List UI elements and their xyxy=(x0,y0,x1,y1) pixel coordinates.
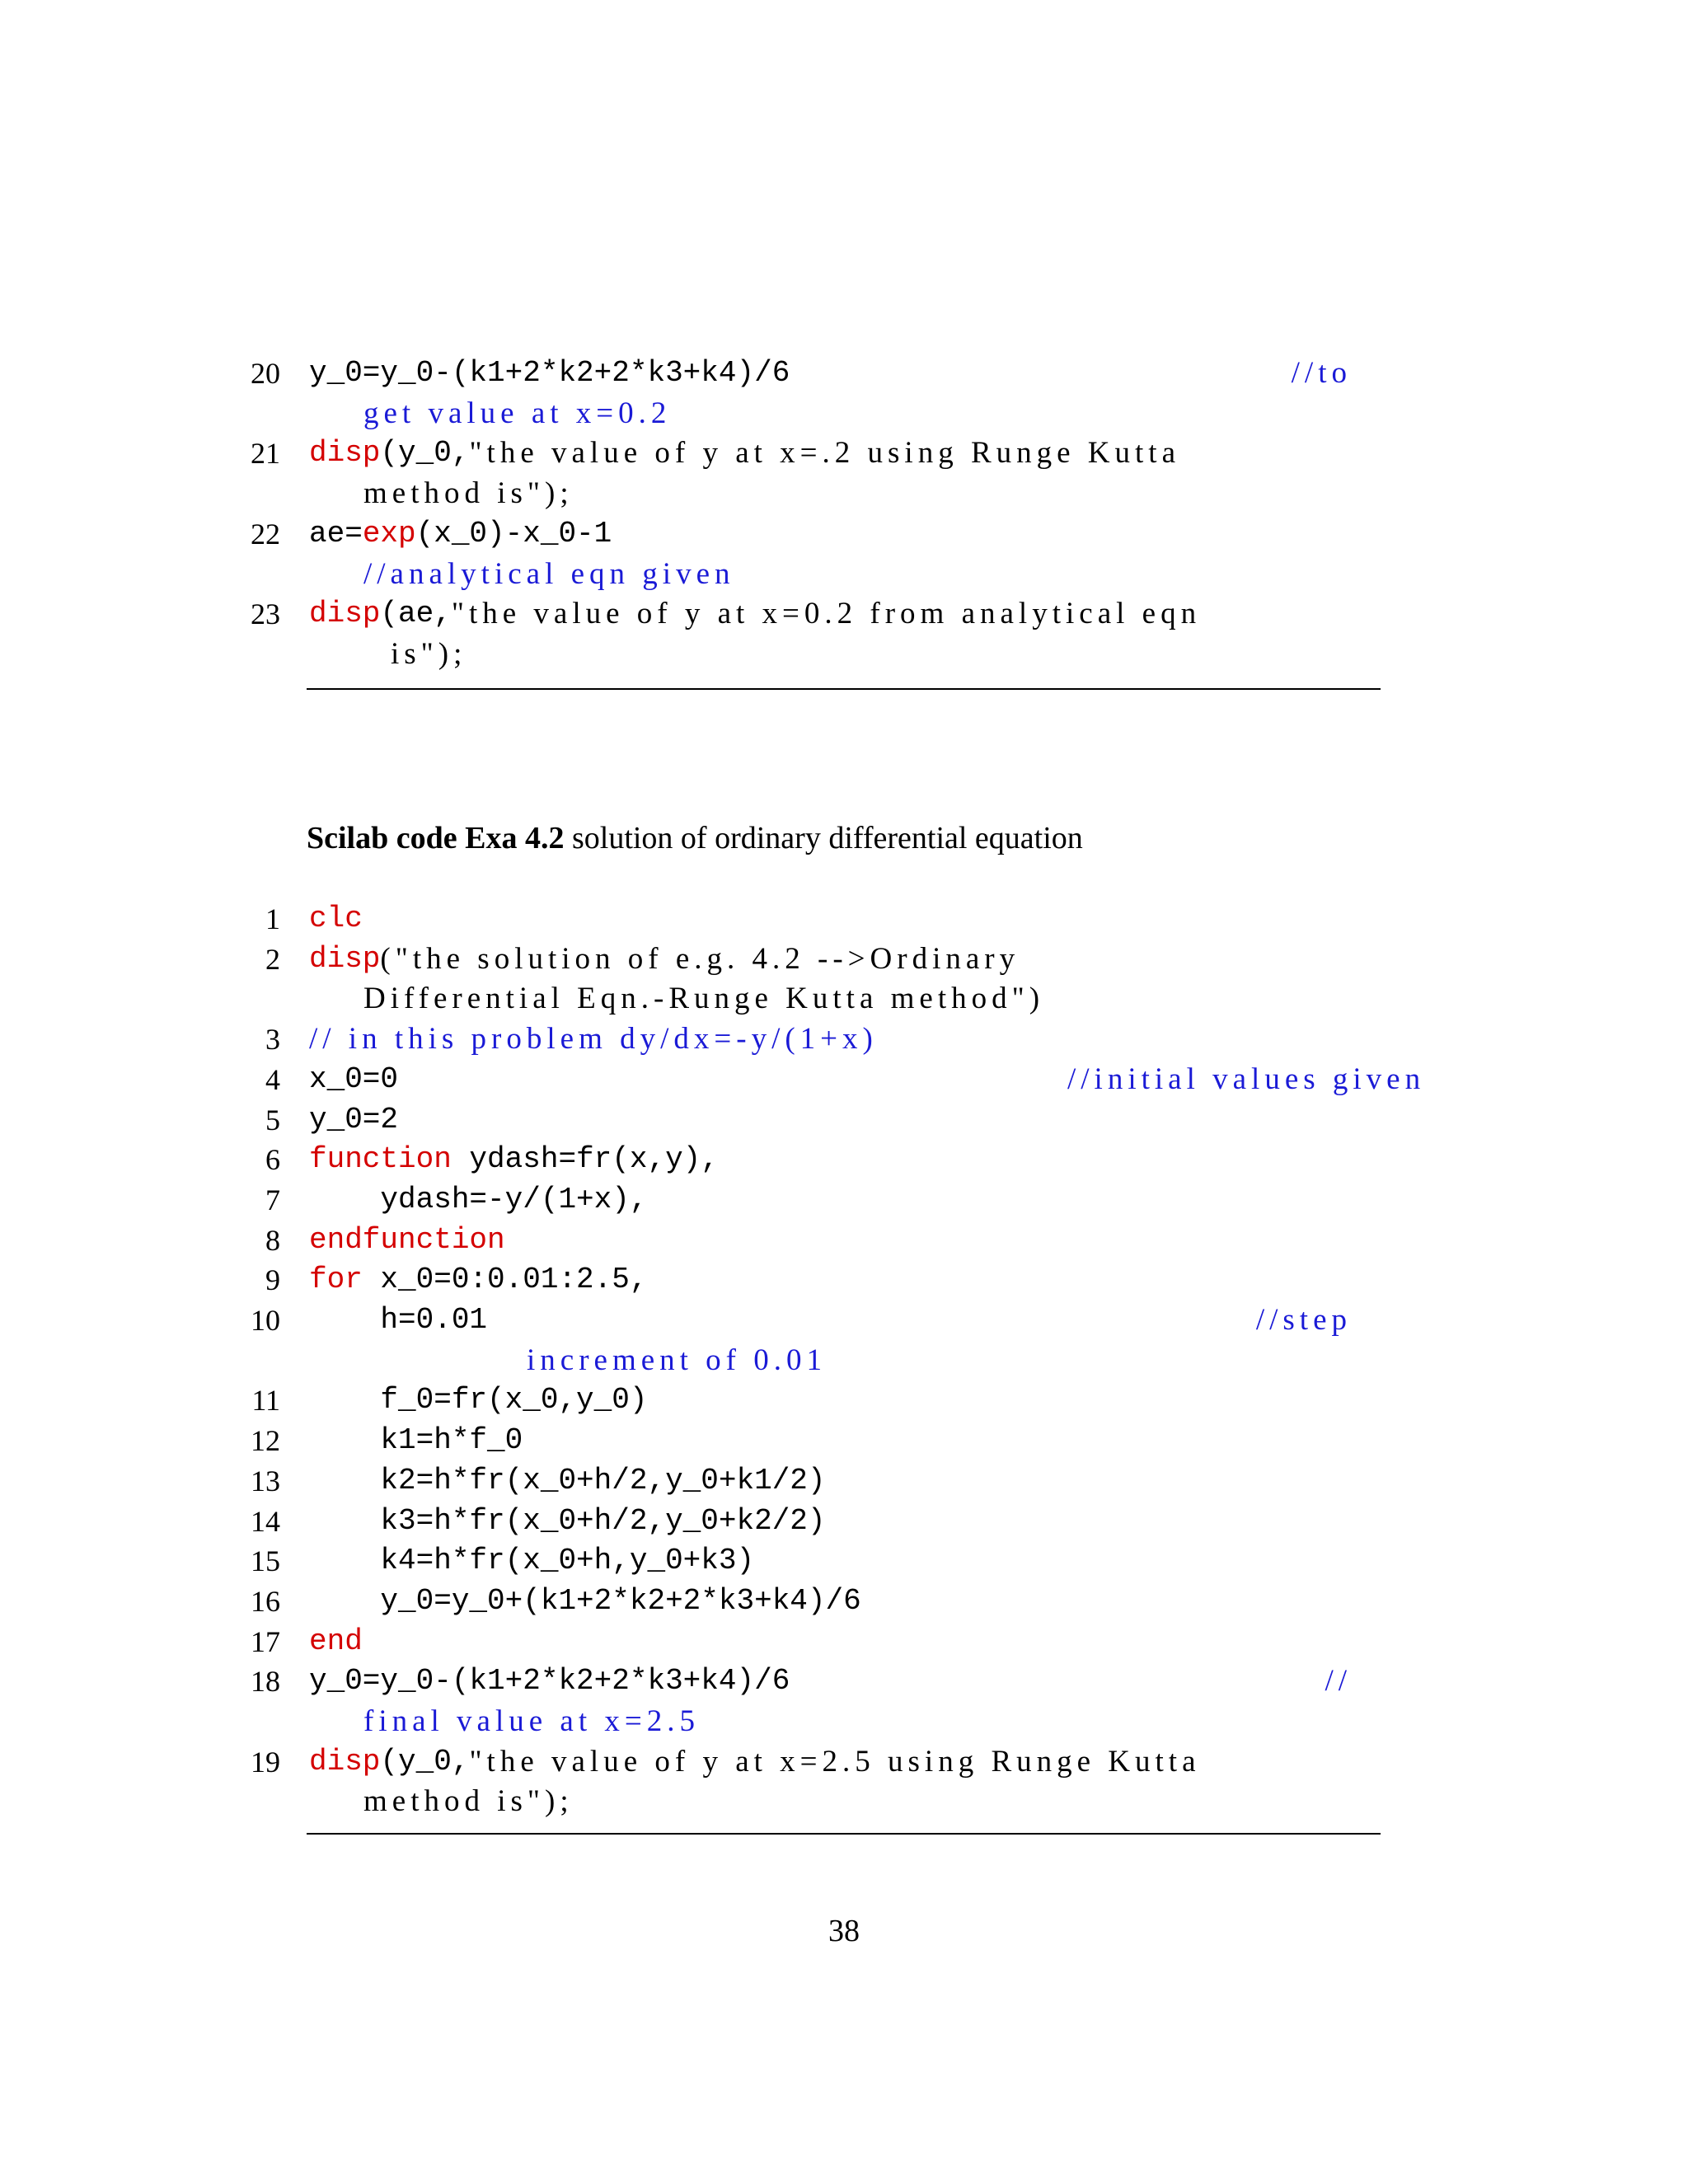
code-line xyxy=(0,1581,1688,1622)
code-line xyxy=(0,1501,1688,1542)
code-text: k2=h*fr(x_0+h/2,y_0+k1/2) xyxy=(309,1463,826,1497)
code-string: is"); xyxy=(391,636,467,671)
line-number: 5 xyxy=(265,1103,280,1137)
line-number: 23 xyxy=(251,598,280,631)
code-keyword: end xyxy=(309,1624,363,1658)
code-comment: //step xyxy=(1255,1303,1352,1337)
line-number: 7 xyxy=(265,1183,280,1216)
code-line xyxy=(0,433,1688,474)
line-number: 17 xyxy=(251,1624,280,1658)
code-line xyxy=(0,554,1688,595)
code-line xyxy=(0,1661,1688,1702)
code-comment: //to xyxy=(1291,356,1352,390)
code-line xyxy=(0,1099,1688,1141)
code-comment: // xyxy=(1325,1664,1352,1699)
code-text: k3=h*fr(x_0+h/2,y_0+k2/2) xyxy=(309,1503,826,1538)
line-number: 13 xyxy=(251,1464,280,1497)
code-line xyxy=(0,473,1688,514)
code-line xyxy=(0,1741,1688,1783)
code-text: (y_0, xyxy=(380,1744,470,1779)
line-number: 1 xyxy=(265,902,280,935)
code-string: "the value of y at x=0.2 from analytical eqn xyxy=(451,597,1202,631)
code-keyword: disp xyxy=(309,941,381,976)
code-keyword: disp xyxy=(309,1744,381,1779)
line-number: 15 xyxy=(251,1544,280,1578)
code-line xyxy=(0,1300,1688,1341)
line-number: 6 xyxy=(265,1143,280,1177)
code-text: x_0=0 xyxy=(309,1062,399,1096)
code-string: ("the solution of e.g. 4.2 -->Ordinary xyxy=(380,941,1020,976)
line-number: 21 xyxy=(251,437,280,471)
code-string: method is"); xyxy=(363,1784,574,1819)
code-comment: //initial values given xyxy=(1067,1062,1426,1096)
code-line xyxy=(0,939,1688,980)
code-line xyxy=(0,1701,1688,1742)
code-block-2-rule xyxy=(307,1833,1381,1835)
code-text: h=0.01 xyxy=(309,1303,488,1337)
code-comment: // in this problem dy/dx=-y/(1+x) xyxy=(309,1022,878,1057)
line-number: 4 xyxy=(265,1062,280,1096)
line-number: 3 xyxy=(265,1023,280,1057)
code-string: Differential Eqn.-Runge Kutta method") xyxy=(363,982,1045,1016)
line-number: 14 xyxy=(251,1504,280,1538)
caption-text: solution of ordinary differential equation xyxy=(571,821,1083,855)
code-text: ydash=-y/(1+x), xyxy=(309,1182,648,1216)
code-text: k1=h*f_0 xyxy=(309,1423,523,1458)
code-text: (y_0, xyxy=(380,436,470,471)
line-number: 9 xyxy=(265,1263,280,1297)
line-number: 8 xyxy=(265,1223,280,1257)
code-comment: get value at x=0.2 xyxy=(363,396,672,430)
code-text: f_0=fr(x_0,y_0) xyxy=(309,1383,648,1418)
line-number: 19 xyxy=(251,1745,280,1779)
code-text: y_0=y_0-(k1+2*k2+2*k3+k4)/6 xyxy=(309,356,790,390)
code-line xyxy=(0,1420,1688,1461)
code-comment: final value at x=2.5 xyxy=(363,1704,700,1738)
code-text: y_0=y_0-(k1+2*k2+2*k3+k4)/6 xyxy=(309,1664,790,1699)
code-comment: increment of 0.01 xyxy=(527,1343,827,1377)
code-line xyxy=(0,1621,1688,1662)
code-line xyxy=(0,1460,1688,1502)
page-number: 38 xyxy=(828,1914,860,1948)
code-text: y_0=y_0+(k1+2*k2+2*k3+k4)/6 xyxy=(309,1583,861,1618)
caption-label: Scilab code Exa 4.2 xyxy=(307,821,565,855)
code-keyword: clc xyxy=(309,902,363,935)
code-string: "the value of y at x=2.5 using Runge Kutta xyxy=(469,1744,1201,1779)
code-caption xyxy=(307,813,1083,863)
code-keyword: disp xyxy=(309,597,381,631)
code-keyword: exp xyxy=(362,516,416,551)
code-line xyxy=(0,1220,1688,1261)
code-text: ydash=fr(x,y), xyxy=(451,1142,719,1177)
line-number: 22 xyxy=(251,517,280,551)
code-line xyxy=(0,1380,1688,1421)
code-line xyxy=(0,1179,1688,1221)
code-text: ae= xyxy=(309,516,363,551)
code-line xyxy=(0,1340,1688,1381)
code-line xyxy=(0,1540,1688,1582)
code-line xyxy=(0,513,1688,555)
code-string: method is"); xyxy=(363,476,574,511)
code-keyword: endfunction xyxy=(309,1222,505,1257)
line-number: 11 xyxy=(251,1384,280,1418)
code-line xyxy=(0,1781,1688,1822)
code-line xyxy=(0,898,1688,940)
code-keyword: function xyxy=(309,1142,452,1177)
line-number: 16 xyxy=(251,1584,280,1618)
code-string: "the value of y at x=.2 using Runge Kutta xyxy=(469,436,1181,471)
line-number: 2 xyxy=(265,942,280,976)
line-number: 12 xyxy=(251,1424,280,1458)
line-number: 20 xyxy=(251,357,280,390)
code-line xyxy=(0,393,1688,434)
code-line xyxy=(0,353,1688,394)
line-number: 10 xyxy=(251,1304,280,1337)
code-text: k4=h*fr(x_0+h,y_0+k3) xyxy=(309,1544,755,1578)
code-line xyxy=(0,634,1688,675)
line-number: 18 xyxy=(251,1665,280,1699)
code-line xyxy=(0,1059,1688,1100)
code-text: x_0=0:0.01:2.5, xyxy=(362,1263,648,1297)
code-line xyxy=(0,1259,1688,1301)
code-keyword: disp xyxy=(309,436,381,471)
code-line xyxy=(0,593,1688,635)
code-line xyxy=(0,1139,1688,1180)
code-line xyxy=(0,1019,1688,1060)
code-text: y_0=2 xyxy=(309,1102,399,1137)
code-text: (ae, xyxy=(380,597,452,631)
code-keyword: for xyxy=(309,1263,363,1297)
code-block-1-rule xyxy=(307,688,1381,690)
code-comment: //analytical eqn given xyxy=(363,556,735,591)
code-text: (x_0)-x_0-1 xyxy=(415,516,612,551)
code-line xyxy=(0,978,1688,1019)
